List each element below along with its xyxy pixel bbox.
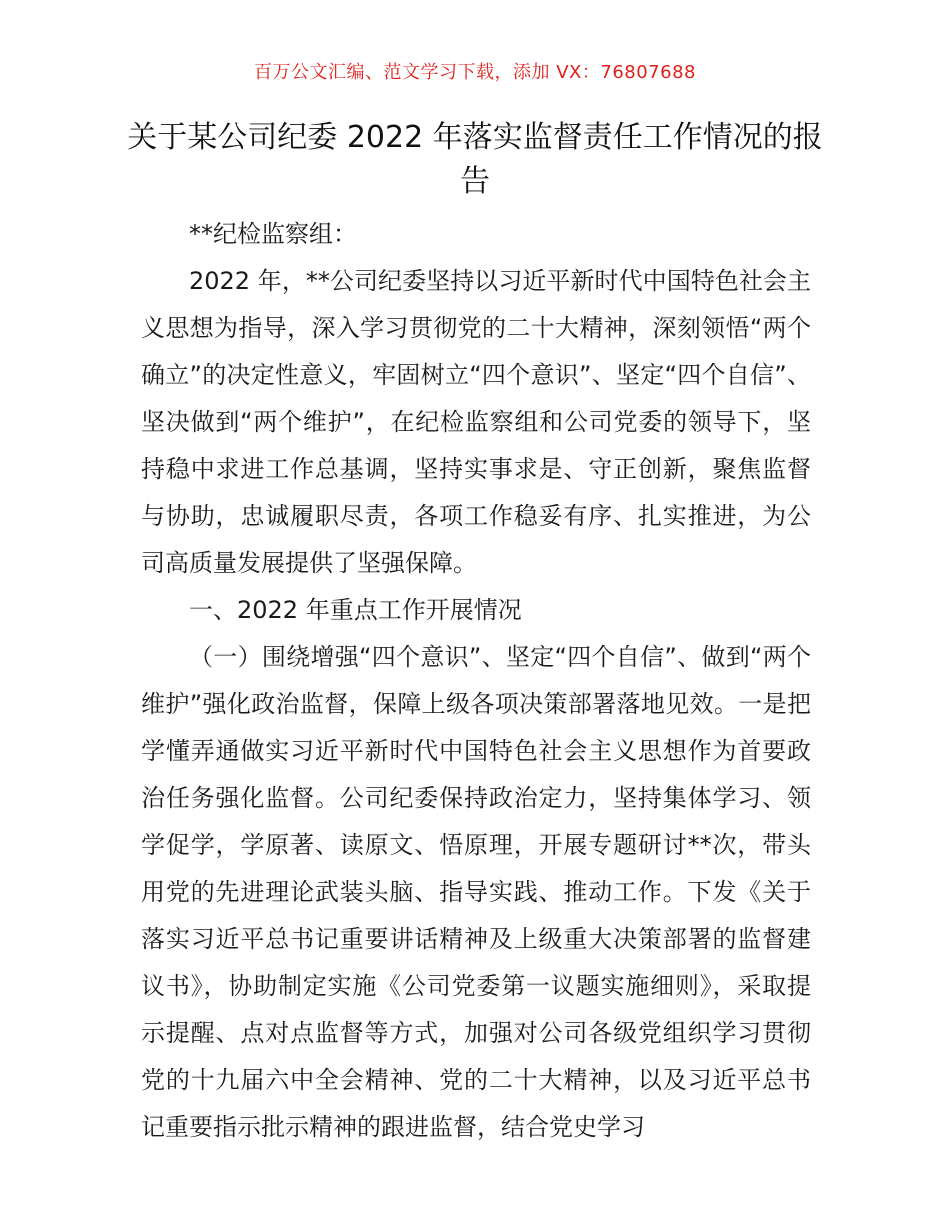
document-body [141, 211, 811, 1151]
paragraph-intro: 2022 年，**公司纪委坚持以习近平新时代中国特色社会主义思想为指导，深入学习贯彻党的二十大精神，深刻领悟“两个确立”的决定性意义，牢固树立“四个意识”、坚定“四个自信”、坚决做到“两个维护”，在纪检监察组和公司党委的领导下，坚持稳中求进工作总基调，坚持实事求是、守正创新，聚焦监督与协助，忠诚履职尽责，各项工作稳妥有序、扎实推进，为公司高质量发展提供了坚强保障。 [141, 267, 811, 577]
section-heading: 一、2022 年重点工作开展情况 [189, 596, 522, 624]
document-title: 关于某公司纪委 2022 年落实监督责任工作情况的报告 [127, 120, 823, 199]
salutation: **纪检监察组： [189, 220, 357, 248]
promo-banner: 百万公文汇编、范文学习下载，添加 VX：76807688 [254, 62, 696, 83]
paragraph-section-1: （一）围绕增强“四个意识”、坚定“四个自信”、做到“两个维护”强化政治监督，保障上级各项决策部署落地见效。一是把学懂弄通做实习近平新时代中国特色社会主义思想作为首要政治任务强化监督。公司纪委保持政治定力，坚持集体学习、领学促学，学原著、读原文、悟原理，开展专题研讨**次，带头用党的先进理论武装头脑、指导实践、推动工作。下发《关于落实习近平总书记重要讲话精神及上级重大决策部署的监督建议书》，协助制定实施《公司党委第一议题实施细则》，采取提示提醒、点对点监督等方式，加强对公司各级党组织学习贯彻党的十九届六中全会精神、党的二十大精神，以及习近平总书记重要指示批示精神的跟进监督，结合党史学习 [141, 643, 811, 1141]
